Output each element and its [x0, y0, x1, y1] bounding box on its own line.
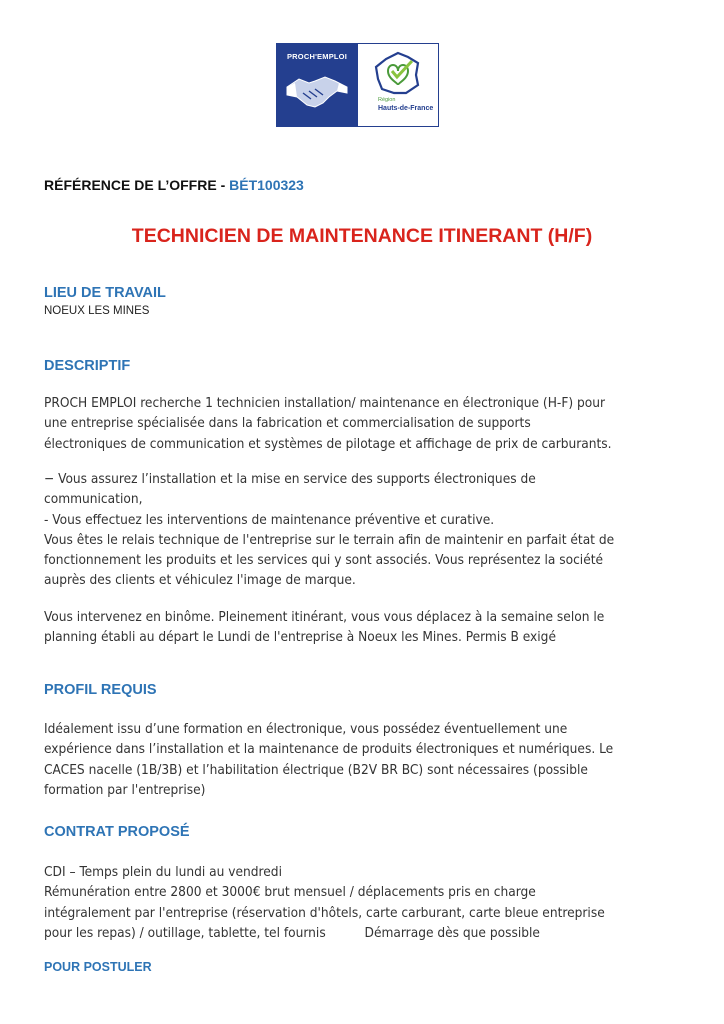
logo-region-name: Hauts-de-France [378, 105, 434, 112]
section-heading-lieu: LIEU DE TRAVAIL [44, 285, 166, 301]
text-line: électroniques de communication et systèmes de pilotage et affichage de prix de carburants. [44, 435, 612, 452]
text-line: Vous êtes le relais technique de l'entreprise sur le terrain afin de maintenir en parfait état de [44, 531, 615, 548]
region-hauts-de-france-logo [358, 43, 439, 127]
descriptif-paragraph-3 [44, 607, 684, 648]
section-heading-postuler: POUR POSTULER [44, 960, 152, 974]
workplace-value: NOEUX LES MINES [44, 305, 150, 317]
contrat-paragraph [44, 862, 684, 943]
logo-region-label: Région [378, 97, 396, 103]
text-line: Vous intervenez en binôme. Pleinement itinérant, vous vous déplacez à la semaine selon le [44, 609, 605, 625]
job-title: TECHNICIEN DE MAINTENANCE ITINERANT (H/F) [131, 225, 593, 247]
text-line: communication, [44, 491, 143, 508]
logo-brand-text: PROCH'EMPLOI [286, 52, 348, 61]
france-heart-check-icon [372, 49, 424, 97]
descriptif-paragraph-1 [44, 393, 684, 454]
text-line: pour les repas) / outillage, tablette, tel fournis Démarrage dès que possible [44, 924, 540, 941]
text-line: Rémunération entre 2800 et 3000€ brut mensuel / déplacements pris en charge [44, 884, 536, 901]
logo [276, 43, 440, 127]
section-heading-contrat: CONTRAT PROPOSÉ [44, 824, 190, 840]
offer-reference-label: RÉFÉRENCE DE L’OFFRE - [44, 177, 230, 193]
section-heading-descriptif: DESCRIPTIF [44, 358, 131, 374]
text-line: Idéalement issu d’une formation en électronique, vous possédez éventuellement une [44, 721, 568, 737]
text-line: CDI – Temps plein du lundi au vendredi [44, 864, 282, 880]
offer-reference-code: BÉT100323 [229, 177, 304, 193]
offer-reference [44, 177, 304, 193]
text-line: expérience dans l’installation et la maintenance de produits électroniques et numériques. Le [44, 741, 614, 758]
section-heading-profil: PROFIL REQUIS [44, 682, 157, 698]
text-line: formation par l'entreprise) [44, 781, 206, 798]
text-line: intégralement par l'entreprise (réservation d'hôtels, carte carburant, carte bleue entreprise [44, 904, 605, 921]
text-line: PROCH EMPLOI recherche 1 technicien installation/ maintenance en électronique (H-F) pour [44, 395, 606, 411]
text-line: planning établi au départ le Lundi de l'entreprise à Noeux les Mines. Permis B exigé [44, 629, 556, 646]
handshake-icon [285, 67, 349, 117]
descriptif-paragraph-2 [44, 469, 684, 591]
text-line: une entreprise spécialisée dans la fabrication et commercialisation de supports [44, 415, 531, 432]
text-line: − Vous assurez l’installation et la mise en service des supports électroniques de [44, 471, 536, 487]
text-line: CACES nacelle (1B/3B) et l’habilitation électrique (B2V BR BC) sont nécessaires (possible [44, 761, 588, 778]
text-line: auprès des clients et véhiculez l'image de marque. [44, 572, 356, 589]
text-line: - Vous effectuez les interventions de maintenance préventive et curative. [44, 511, 495, 528]
profil-paragraph [44, 719, 684, 800]
text-line: fonctionnement les produits et les services qui y sont associés. Vous représentez la société [44, 552, 604, 569]
proch-emploi-logo [276, 43, 358, 127]
